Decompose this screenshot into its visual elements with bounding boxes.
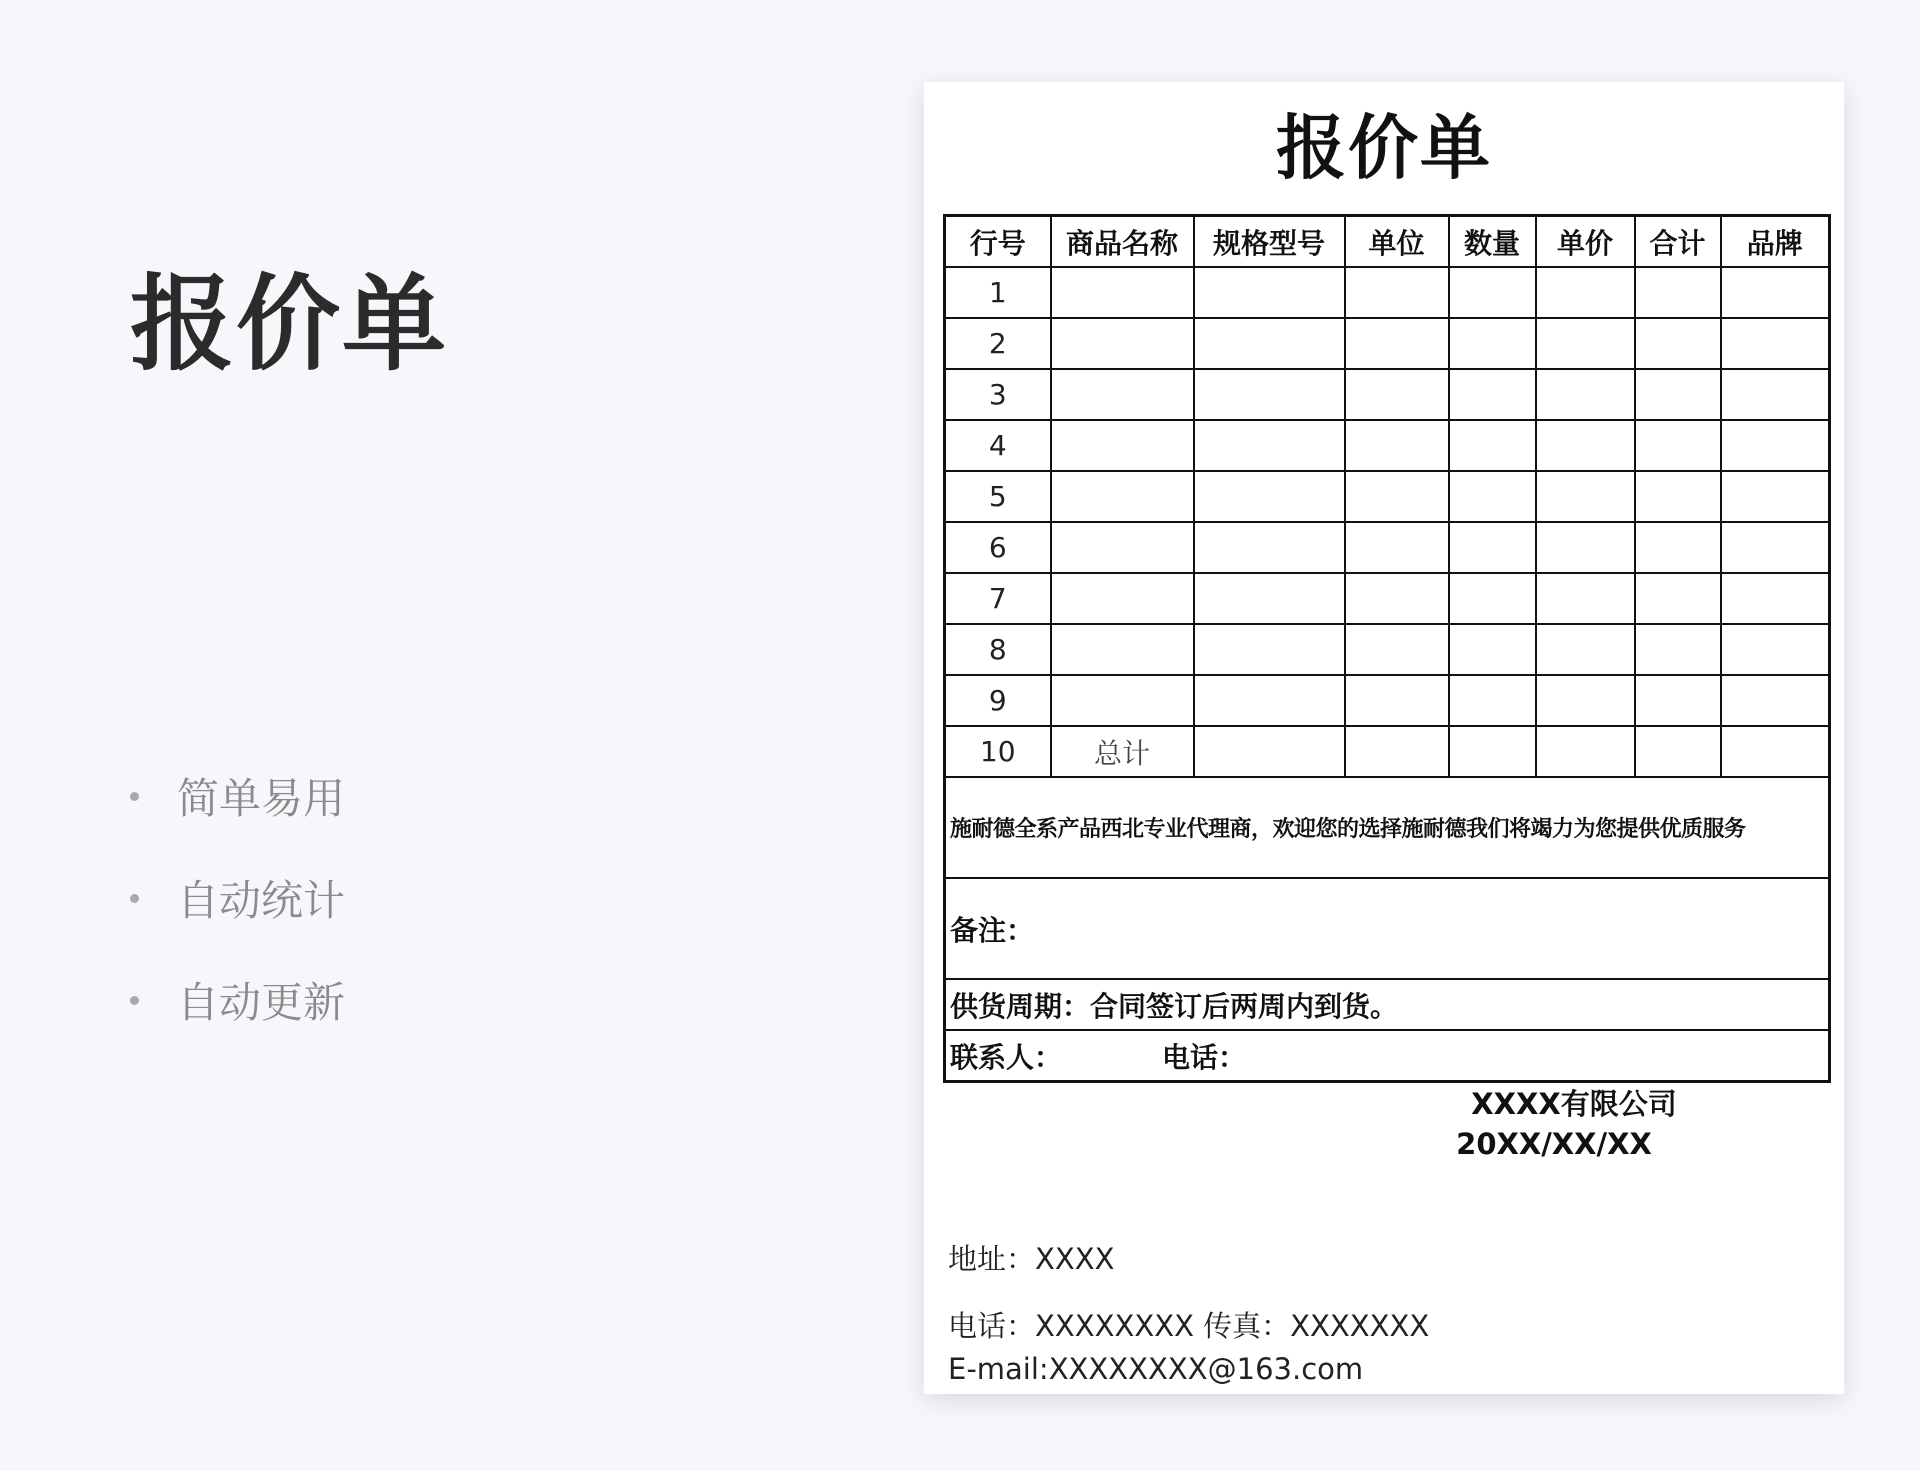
- table-cell: [1536, 522, 1635, 573]
- table-cell: [1721, 726, 1830, 777]
- row-number-cell: 1: [945, 267, 1051, 318]
- product-name-cell: [1051, 573, 1194, 624]
- product-name-cell: [1051, 318, 1194, 369]
- remarks-label: 备注：: [945, 878, 1830, 979]
- table-cell: [1194, 726, 1345, 777]
- table-header-row: [945, 216, 1830, 268]
- column-header-row-number: 行号: [945, 216, 1051, 268]
- table-cell: [1635, 624, 1721, 675]
- table-cell: [1345, 726, 1449, 777]
- phone-fax-line: 电话：XXXXXXXX 传真：XXXXXXX: [948, 1309, 1430, 1343]
- table-cell: [1635, 573, 1721, 624]
- contact-row: [945, 1030, 1830, 1082]
- table-cell: [1449, 471, 1536, 522]
- product-name-cell: [1051, 267, 1194, 318]
- page-title: 报价单: [130, 263, 449, 385]
- row-number-cell: 6: [945, 522, 1051, 573]
- column-header-unit-price: 单价: [1536, 216, 1635, 268]
- table-cell: [1345, 675, 1449, 726]
- feature-item: [130, 949, 345, 1051]
- table-cell: [1449, 522, 1536, 573]
- table-row: [945, 522, 1830, 573]
- feature-label: 自动统计: [177, 876, 346, 925]
- column-header-subtotal: 合计: [1635, 216, 1721, 268]
- table-cell: [1536, 318, 1635, 369]
- table-cell: [1194, 420, 1345, 471]
- quote-table: [943, 214, 1831, 1083]
- table-cell: [1449, 318, 1536, 369]
- table-cell: [1449, 267, 1536, 318]
- table-cell: [1721, 624, 1830, 675]
- feature-item: [130, 745, 345, 847]
- column-header-quantity: 数量: [1449, 216, 1536, 268]
- document-date: 20XX/XX/XX: [1456, 1127, 1652, 1161]
- supply-period-text: 供货周期：合同签订后两周内到货。: [945, 979, 1830, 1030]
- column-header-product-name: 商品名称: [1051, 216, 1194, 268]
- table-cell: [1635, 420, 1721, 471]
- table-cell: [1345, 624, 1449, 675]
- table-cell: [1194, 318, 1345, 369]
- table-cell: [1194, 522, 1345, 573]
- row-number-cell: 4: [945, 420, 1051, 471]
- table-cell: [1721, 420, 1830, 471]
- table-cell: [1194, 369, 1345, 420]
- column-header-unit: 单位: [1345, 216, 1449, 268]
- table-cell: [1449, 369, 1536, 420]
- table-cell: [1194, 267, 1345, 318]
- bullet-dot-icon: [130, 996, 139, 1005]
- row-number-cell: 3: [945, 369, 1051, 420]
- product-name-cell: [1051, 675, 1194, 726]
- table-cell: [1536, 573, 1635, 624]
- table-cell: [1536, 420, 1635, 471]
- table-row: [945, 420, 1830, 471]
- bullet-dot-icon: [130, 894, 139, 903]
- table-cell: [1635, 369, 1721, 420]
- table-cell: [1536, 369, 1635, 420]
- table-cell: [1635, 726, 1721, 777]
- supply-period-row: [945, 979, 1830, 1030]
- table-row: [945, 573, 1830, 624]
- table-cell: [1194, 471, 1345, 522]
- feature-label: 自动更新: [177, 978, 346, 1027]
- product-name-cell: [1051, 624, 1194, 675]
- table-cell: [1635, 675, 1721, 726]
- table-cell: [1345, 267, 1449, 318]
- table-cell: [1635, 318, 1721, 369]
- table-row: [945, 318, 1830, 369]
- table-cell: [1536, 471, 1635, 522]
- row-number-cell: 2: [945, 318, 1051, 369]
- product-name-cell: [1051, 369, 1194, 420]
- email-line: E-mail:XXXXXXXX@163.com: [948, 1352, 1364, 1386]
- table-cell: [1536, 675, 1635, 726]
- table-cell: [1449, 624, 1536, 675]
- table-cell: [1194, 573, 1345, 624]
- remarks-row: [945, 878, 1830, 979]
- table-cell: [1194, 624, 1345, 675]
- row-number-cell: 9: [945, 675, 1051, 726]
- table-cell: [1345, 369, 1449, 420]
- table-cell: [1449, 675, 1536, 726]
- row-number-cell: 7: [945, 573, 1051, 624]
- table-cell: [1449, 726, 1536, 777]
- contact-label: 联系人：: [950, 1040, 1063, 1074]
- table-cell: [1345, 573, 1449, 624]
- table-cell: [1536, 267, 1635, 318]
- table-row: [945, 369, 1830, 420]
- product-name-cell: [1051, 522, 1194, 573]
- table-cell: [1345, 522, 1449, 573]
- phone-label: 电话：: [1162, 1040, 1247, 1074]
- product-name-cell: [1051, 420, 1194, 471]
- table-cell: [1721, 369, 1830, 420]
- product-name-cell: [1051, 471, 1194, 522]
- table-cell: [1635, 471, 1721, 522]
- table-cell: [1345, 420, 1449, 471]
- table-cell: [1721, 675, 1830, 726]
- table-cell: [1449, 573, 1536, 624]
- address-line: 地址：XXXX: [948, 1242, 1115, 1276]
- table-row: [945, 675, 1830, 726]
- table-row: [945, 471, 1830, 522]
- company-name: XXXX有限公司: [1471, 1087, 1677, 1121]
- row-number-cell: 8: [945, 624, 1051, 675]
- notice-row: [945, 777, 1830, 878]
- feature-item: [130, 847, 345, 949]
- table-cell: [1721, 471, 1830, 522]
- feature-list: [130, 745, 345, 1051]
- table-row-total: [945, 726, 1830, 777]
- notice-text: 施耐德全系产品西北专业代理商，欢迎您的选择施耐德我们将竭力为您提供优质服务: [945, 777, 1830, 878]
- table-cell: [1721, 318, 1830, 369]
- quote-document-preview: [924, 82, 1844, 1394]
- column-header-specification: 规格型号: [1194, 216, 1345, 268]
- table-row: [945, 267, 1830, 318]
- contact-cell: [945, 1030, 1830, 1082]
- table-row: [945, 624, 1830, 675]
- total-label-cell: 总计: [1051, 726, 1194, 777]
- document-title: 报价单: [1276, 107, 1492, 189]
- table-cell: [1635, 267, 1721, 318]
- table-cell: [1194, 675, 1345, 726]
- column-header-brand: 品牌: [1721, 216, 1830, 268]
- table-cell: [1721, 267, 1830, 318]
- table-cell: [1345, 471, 1449, 522]
- table-cell: [1449, 420, 1536, 471]
- table-cell: [1345, 318, 1449, 369]
- table-cell: [1536, 726, 1635, 777]
- table-cell: [1721, 522, 1830, 573]
- feature-label: 简单易用: [177, 774, 346, 823]
- table-cell: [1635, 522, 1721, 573]
- row-number-cell: 5: [945, 471, 1051, 522]
- row-number-cell: 10: [945, 726, 1051, 777]
- table-cell: [1721, 573, 1830, 624]
- bullet-dot-icon: [130, 792, 139, 801]
- table-cell: [1536, 624, 1635, 675]
